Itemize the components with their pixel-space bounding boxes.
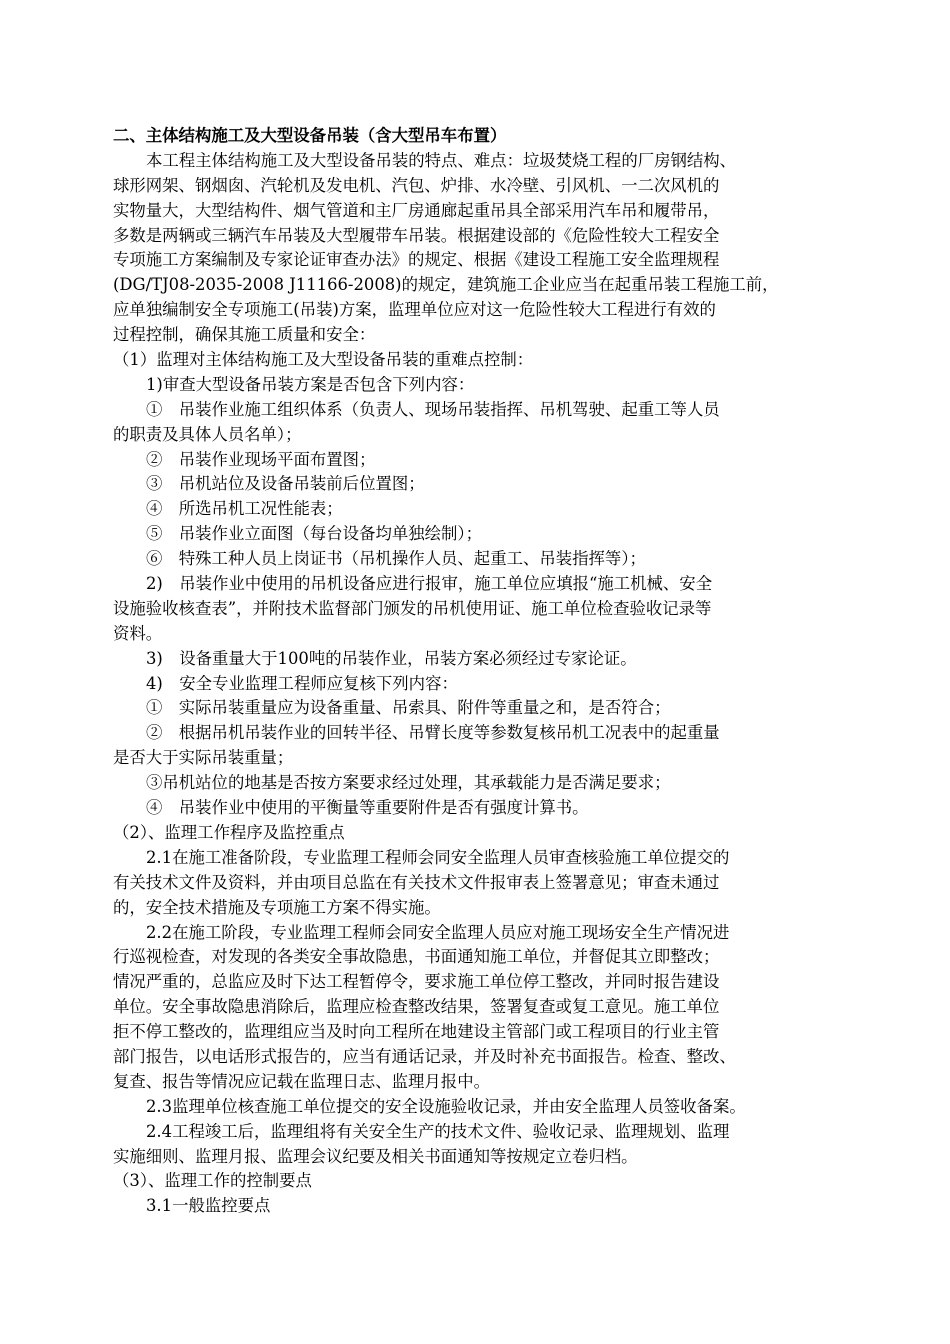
text-line: ① 吊装作业施工组织体系（负责人、现场吊装指挥、吊机驾驶、起重工等人员 [146,399,720,419]
paragraph-lines [113,149,837,1219]
text-line: 行巡视检查，对发现的各类安全事故隐患，书面通知施工单位，并督促其立即整改； [113,947,720,967]
text-line: 实物量大，大型结构件、烟气管道和主厂房通廊起重吊具全部采用汽车吊和履带吊， [113,200,720,220]
text-line: 复查、报告等情况应记载在监理日志、监理月报中。 [113,1071,490,1091]
text-line: 资料。 [113,623,163,643]
document-body [113,124,837,1219]
text-line: 本工程主体结构施工及大型设备吊装的特点、难点：垃圾焚烧工程的厂房钢结构、 [146,150,737,170]
text-line: 的职责及具体人员名单）； [113,424,302,444]
text-line: （1）监理对主体结构施工及大型设备吊装的重难点控制： [113,350,534,370]
text-line: 多数是两辆或三辆汽车吊装及大型履带车吊装。根据建设部的《危险性较大工程安全 [113,225,720,245]
text-line: ⑥ 特殊工种人员上岗证书（吊机操作人员、起重工、吊装指挥等）； [146,549,646,569]
text-line: ② 吊装作业现场平面布置图； [146,449,376,469]
text-line: 3) 设备重量大于100吨的吊装作业，吊装方案必须经过专家论证。 [146,648,637,668]
text-line: 的，安全技术措施及专项施工方案不得实施。 [113,897,441,917]
text-line: ② 根据吊机吊装作业的回转半径、吊臂长度等参数复核吊机工况表中的起重量 [146,723,720,743]
text-line: ④ 所选吊机工况性能表； [146,499,343,519]
section-heading: 二、主体结构施工及大型设备吊装（含大型吊车布置） [113,126,507,145]
text-line: 专项施工方案编制及专家论证审查办法》的规定、根据《建设工程施工安全监理规程 [113,250,720,270]
text-line: （3）、监理工作的控制要点 [113,1171,312,1191]
text-line: ⑤ 吊装作业立面图（每台设备均单独绘制）； [146,524,483,544]
text-line: ④ 吊装作业中使用的平衡量等重要附件是否有强度计算书。 [146,798,589,818]
text-line: 情况严重的，总监应及时下达工程暂停令，要求施工单位停工整改，并同时报告建设 [113,972,720,992]
text-line: 部门报告，以电话形式报告的，应当有通话记录，并及时补充书面报告。检查、整改、 [113,1046,736,1066]
text-line: 2) 吊装作业中使用的吊机设备应进行报审，施工单位应填报“施工机械、安全 [146,574,713,594]
text-line: 有关技术文件及资料，并由项目总监在有关技术文件报审表上签署意见；审查未通过 [113,872,720,892]
text-line: 设施验收核查表”，并附技术监督部门颁发的吊机使用证、施工单位检查验收记录等 [113,598,712,618]
text-line: 4) 安全专业监理工程师应复核下列内容： [146,673,458,693]
text-line: 3.1一般监控要点 [146,1196,271,1216]
text-line: （2）、监理工作程序及监控重点 [113,822,345,842]
text-line: 2.1在施工准备阶段，专业监理工程师会同安全监理人员审查核验施工单位提交的 [146,847,730,867]
text-line: 球形网架、钢烟囱、汽轮机及发电机、汽包、炉排、水冷壁、引风机、一二次风机的 [113,175,720,195]
text-line: ③ 吊机站位及设备吊装前后位置图； [146,474,425,494]
text-line: 2.2在施工阶段，专业监理工程师会同安全监理人员应对施工现场安全生产情况进 [146,922,730,942]
text-line: 应单独编制安全专项施工(吊装)方案，监理单位应对这一危险性较大工程进行有效的 [113,300,716,320]
text-line: 过程控制，确保其施工质量和安全： [113,325,376,345]
text-line: 1)审查大型设备吊装方案是否包含下列内容： [146,374,475,394]
text-line: 2.4工程竣工后，监理组将有关安全生产的技术文件、验收记录、监理规划、监理 [146,1121,730,1141]
text-line: ① 实际吊装重量应为设备重量、吊索具、附件等重量之和，是否符合； [146,698,671,718]
text-line: 是否大于实际吊装重量； [113,748,294,768]
text-line: 实施细则、监理月报、监理会议纪要及相关书面通知等按规定立卷归档。 [113,1146,638,1166]
text-line: 拒不停工整改的，监理组应当及时向工程所在地建设主管部门或工程项目的行业主管 [113,1022,720,1042]
text-line: 单位。安全事故隐患消除后，监理应检查整改结果，签署复查或复工意见。施工单位 [113,997,720,1017]
text-line: 2.3监理单位核查施工单位提交的安全设施验收记录，并由安全监理人员签收备案。 [146,1096,746,1116]
text-line: (DG/TJ08-2035-2008 J11166-2008)的规定，建筑施工企业应当在起重吊装工程施工前， [113,275,779,295]
text-line: ③吊机站位的地基是否按方案要求经过处理，其承载能力是否满足要求； [146,773,671,793]
